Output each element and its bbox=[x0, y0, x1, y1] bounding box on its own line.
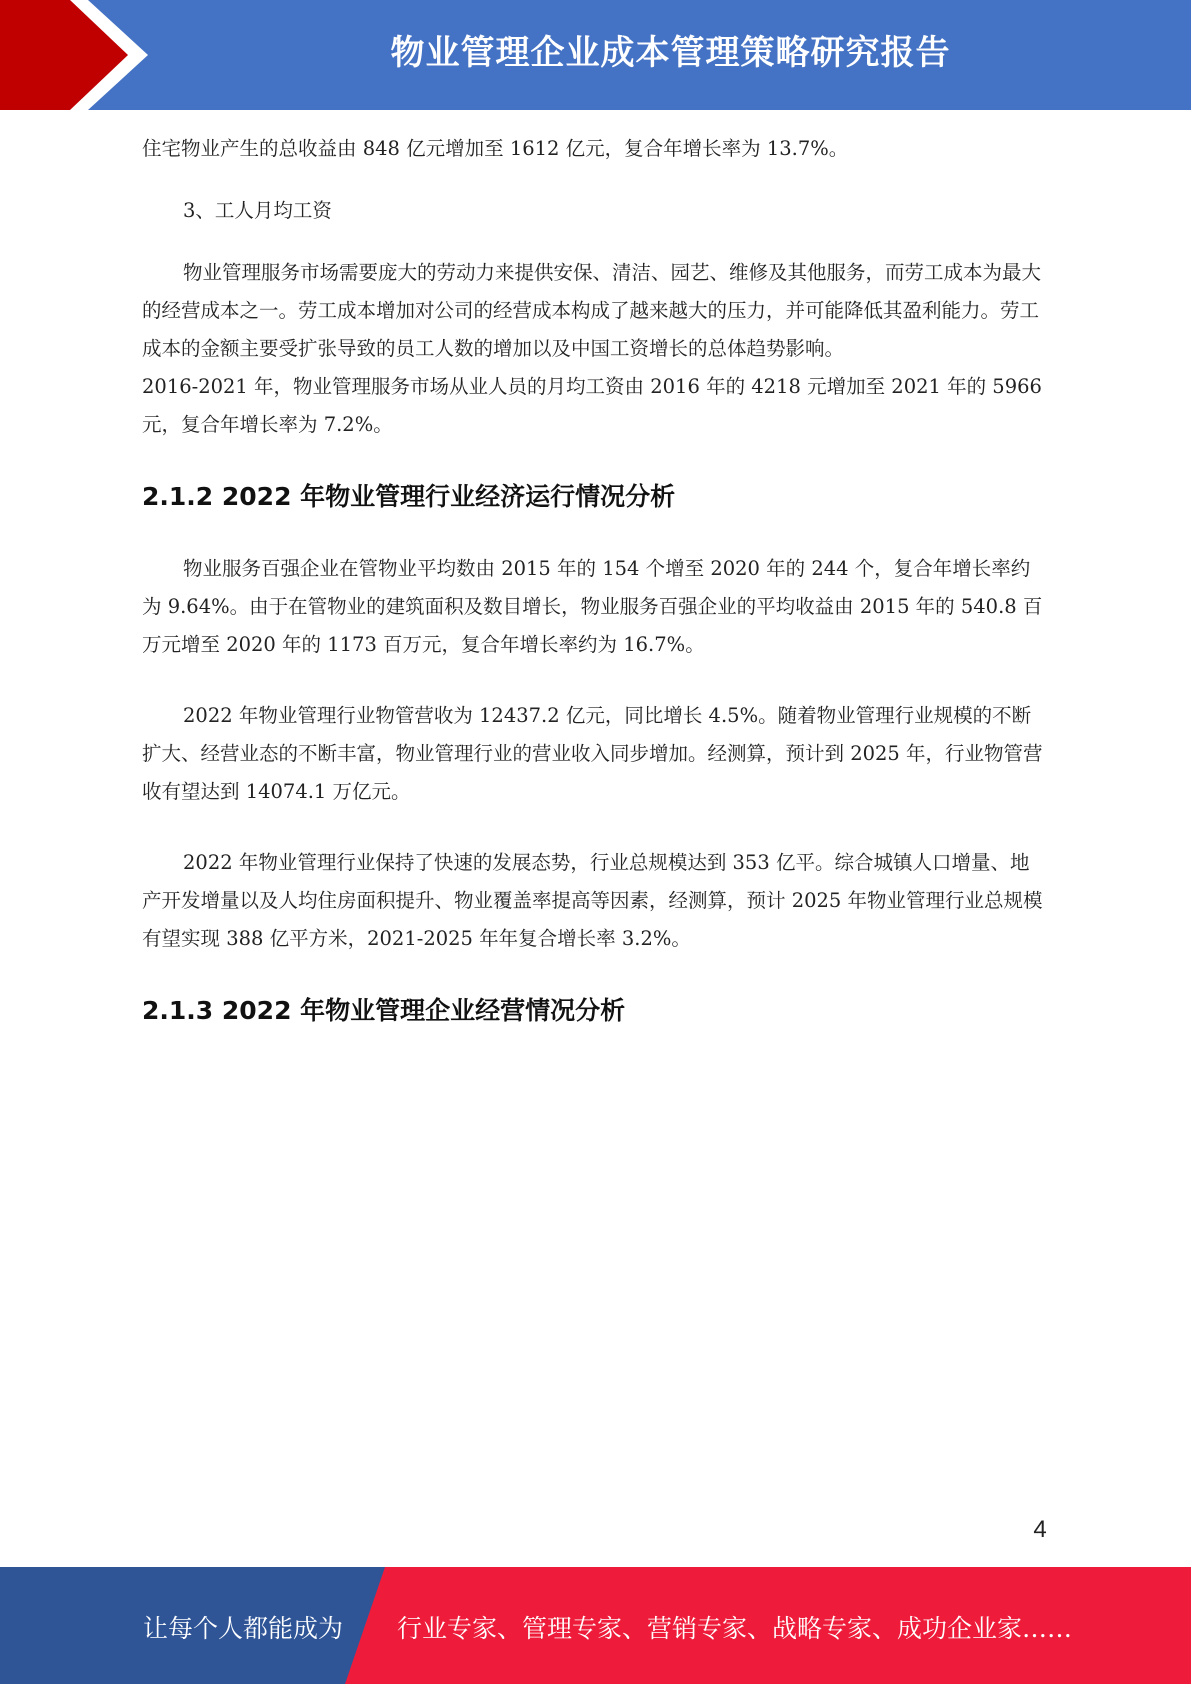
paragraph-2022-scale: 2022 年物业管理行业保持了快速的发展态势，行业总规模达到 353 亿平。综合城镇人口增量、地产开发增量以及人均住房面积提升、物业覆盖率提高等因素，经测算，预计 2025 年物业管理行业总规模有望实现 388 亿平方米，2021-2025 年年复合增长率 3.2%。 bbox=[142, 851, 1043, 950]
footer-slogan-left: 让每个人都能成为 bbox=[143, 1614, 344, 1643]
paragraph-residential-revenue: 住宅物业产生的总收益由 848 亿元增加至 1612 亿元，复合年增长率为 13.7%。 bbox=[142, 137, 849, 160]
paragraph-2022-revenue: 2022 年物业管理行业物管营收为 12437.2 亿元，同比增长 4.5%。随着物业管理行业规模的不断扩大、经营业态的不断丰富，物业管理行业的营业收入同步增加。经测算，预计到 2025 年，行业物管营收有望达到 14074.1 万亿元。 bbox=[142, 704, 1043, 803]
report-title: 物业管理企业成本管理策略研究报告 bbox=[390, 33, 951, 73]
item-3-heading: 3、工人月均工资 bbox=[183, 199, 332, 222]
page-footer bbox=[0, 1567, 1191, 1684]
paragraph-top100-enterprises: 物业服务百强企业在管物业平均数由 2015 年的 154 个增至 2020 年的 244 个，复合年增长率约为 9.64%。由于在管物业的建筑面积及数目增长，物业服务百强企业的平均收益由 2015 年的 540.8 百万元增至 2020 年的 1173 百万元，复合年增长率约为 16.7%。 bbox=[142, 557, 1043, 656]
paragraph-labor-cost: 物业管理服务市场需要庞大的劳动力来提供安保、清洁、园艺、维修及其他服务，而劳工成本为最大的经营成本之一。劳工成本增加对公司的经营成本构成了越来越大的压力，并可能降低其盈利能力。劳工成本的金额主要受扩张导致的员工人数的增加以及中国工资增长的总体趋势影响。 bbox=[142, 261, 1042, 360]
document-body bbox=[142, 130, 1047, 1031]
footer-slogan-right: 行业专家、管理专家、营销专家、战略专家、成功企业家…… bbox=[397, 1614, 1073, 1643]
page-number: 4 bbox=[1033, 1516, 1047, 1543]
header-chevron-red bbox=[0, 0, 128, 110]
page-header bbox=[0, 0, 1191, 110]
section-heading-2-1-3: 2.1.3 2022 年物业管理企业经营情况分析 bbox=[142, 996, 626, 1025]
paragraph-monthly-wage: 2016-2021 年，物业管理服务市场从业人员的月均工资由 2016 年的 4218 元增加至 2021 年的 5966 元，复合年增长率为 7.2%。 bbox=[142, 375, 1042, 436]
section-heading-2-1-2: 2.1.2 2022 年物业管理行业经济运行情况分析 bbox=[142, 482, 676, 511]
